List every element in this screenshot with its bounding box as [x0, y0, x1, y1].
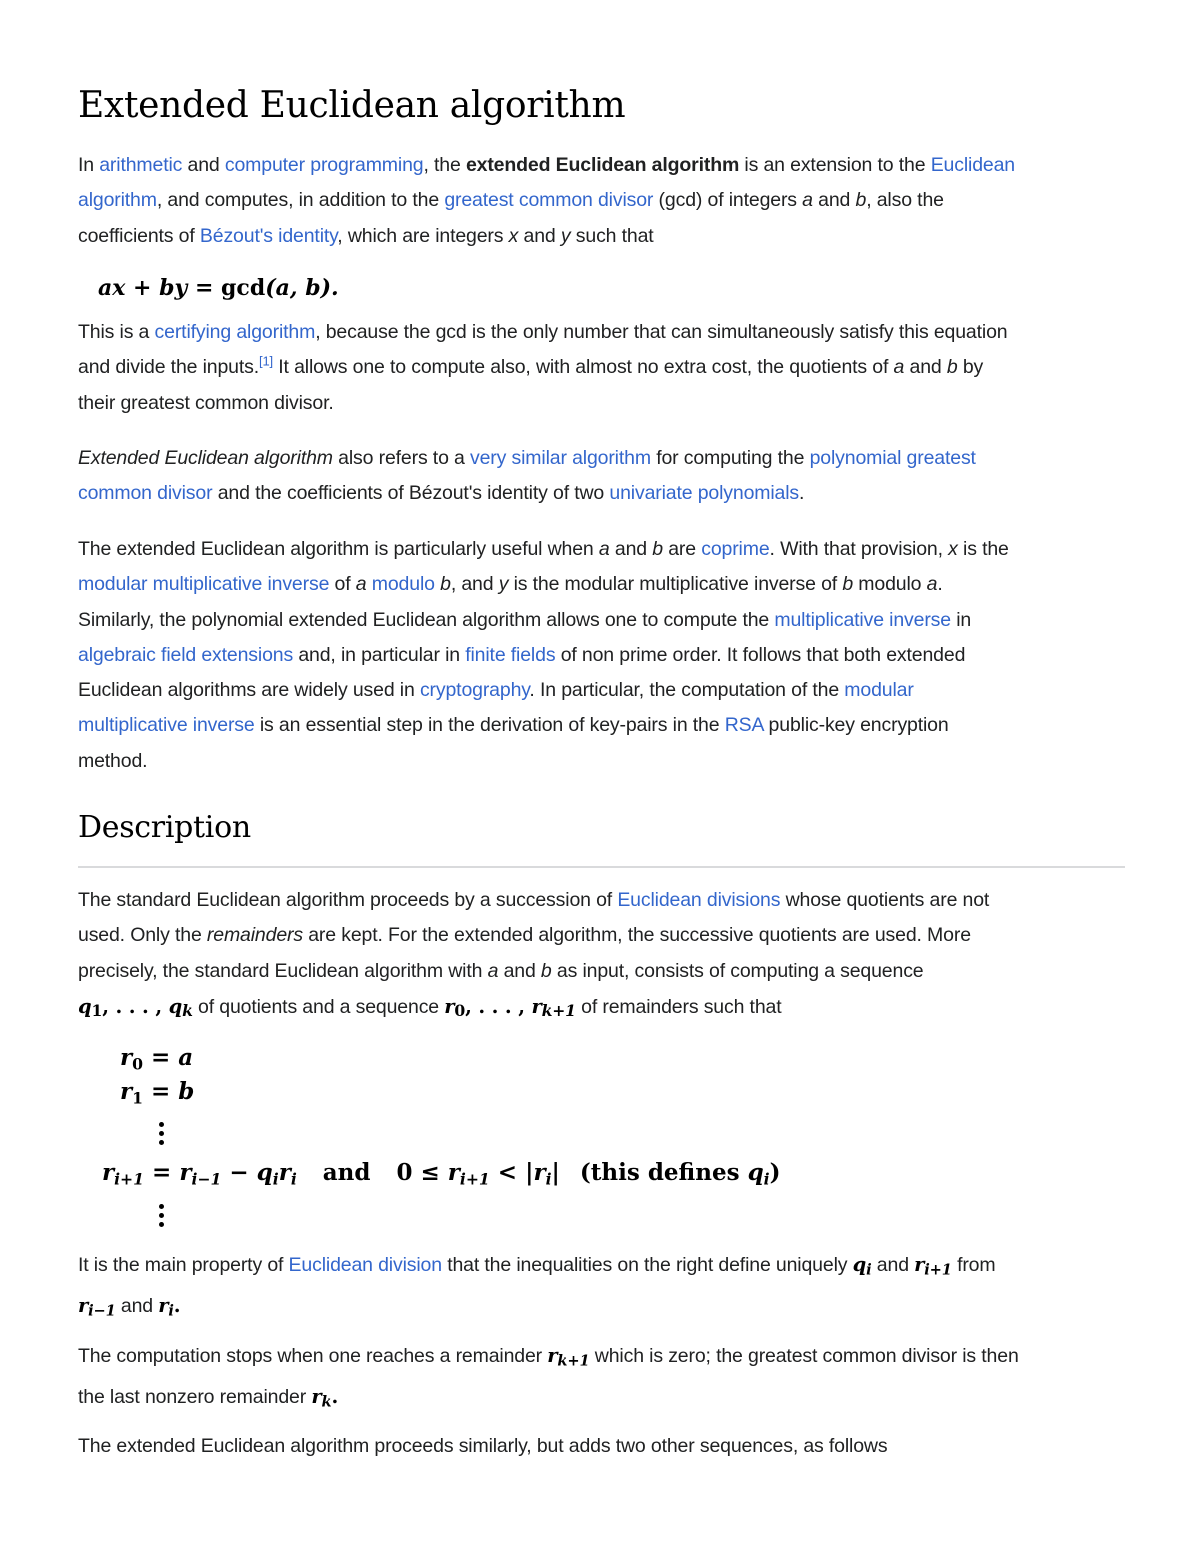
- link-euclidean-divisions[interactable]: Euclidean divisions: [617, 889, 781, 911]
- page-title: Extended Euclidean algorithm: [78, 85, 626, 126]
- polynomial-paragraph: Extended Euclidean algorithm also refers to a very similar algorithm for computing the polynomial greatest common divisor and the coefficients of Bézout's identity of two univariate polynomials.: [78, 447, 976, 505]
- link-polynomial-gcd[interactable]: polynomial greatest: [809, 447, 976, 469]
- link-modulo[interactable]: modulo: [371, 573, 435, 596]
- link-rsa[interactable]: RSA: [724, 714, 764, 737]
- equation-r0: $r_0 = a$: [120, 1044, 194, 1074]
- link-arithmetic[interactable]: arithmetic: [99, 154, 183, 176]
- equation-r1: $r_1 = b$: [120, 1078, 195, 1108]
- equation-recurrence: $r_{i+1} = r_{i-1} - q_ir_i$ and $0 \le r_{i+1} < |r_i|$ (this defines $q_i$): [102, 1159, 781, 1189]
- coprime-paragraph: The extended Euclidean algorithm is particularly useful when a and b are coprime. With that provision, x is the modular multiplicative inverse of a modulo b, and y is the modular multiplicative inverse of b modulo a. Similarly, the polynomial extended Euclidean algorithm allows one to compute the multiplicative inverse in algebraic field extensions and, in particular in finite fields of non prime order. It follows that both extended Euclidean algorithms are widely used in cryptography. In particular, the computation of the modular multiplicative inverse is an essential step in the derivation of key-pairs in the RSA public-key encryption method.: [78, 538, 1009, 772]
- link-modular-inverse[interactable]: modular: [844, 679, 914, 702]
- link-greatest-common-divisor[interactable]: greatest common divisor: [444, 189, 654, 212]
- certifying-paragraph: This is a certifying algorithm, because the gcd is the only number that can simultaneously satisfy this equation and divide the inputs.[1] It allows one to compute also, with almost no extra cost, the quotients of a and b by their greatest common divisor.: [78, 321, 1008, 414]
- link-modular-inverse-cont[interactable]: multiplicative inverse: [78, 714, 255, 737]
- stop-condition-paragraph: The computation stops when one reaches a remainder rk+1 which is zero; the greatest common divisor is then the last nonzero remainder rk.: [78, 1344, 1019, 1411]
- link-modular-multiplicative-inverse[interactable]: modular multiplicative inverse: [78, 573, 330, 596]
- description-paragraph: The standard Euclidean algorithm proceeds by a succession of Euclidean divisions whose quotients are not used. Only the remainders are kept. For the extended algorithm, the successive quotients are used. More precisely, the standard Euclidean algorithm with a and b as input, consists of computing a sequence q1, . . . , qk of quotients and a sequence r0, . . . , rk+1 of remainders such that: [78, 889, 990, 1020]
- link-multiplicative-inverse[interactable]: multiplicative inverse: [774, 608, 951, 631]
- intro-line-2: algorithm, and computes, in addition to the greatest common divisor (gcd) of integers a and b, also the: [78, 189, 944, 212]
- section-heading-description: Description: [78, 810, 251, 845]
- link-polynomial-gcd-cont[interactable]: common divisor: [78, 482, 213, 505]
- link-euclidean-division[interactable]: Euclidean division: [288, 1254, 442, 1276]
- link-euclidean-algorithm-cont[interactable]: algorithm: [78, 189, 157, 212]
- link-algebraic-field-extensions[interactable]: algebraic field extensions: [78, 643, 294, 666]
- section-divider: [78, 866, 1125, 868]
- link-cryptography[interactable]: cryptography: [419, 679, 530, 702]
- vertical-dots-2: [159, 1204, 165, 1231]
- link-very-similar-algorithm[interactable]: very similar algorithm: [470, 447, 651, 469]
- link-computer-programming[interactable]: computer programming: [224, 154, 424, 176]
- bold-term: extended Euclidean algorithm: [465, 154, 740, 176]
- extended-sequences-paragraph: The extended Euclidean algorithm proceeds similarly, but adds two other sequences, as follows: [78, 1435, 888, 1457]
- link-bezout-identity[interactable]: Bézout's identity: [199, 224, 338, 247]
- euclidean-division-paragraph: It is the main property of Euclidean division that the inequalities on the right define uniquely qi and ri+1 from ri−1 and ri.: [78, 1253, 996, 1320]
- link-certifying-algorithm[interactable]: certifying algorithm: [154, 321, 316, 343]
- link-univariate-polynomials[interactable]: univariate polynomials: [609, 482, 800, 505]
- bezout-equation: ax + by = gcd(a, b).: [98, 275, 339, 301]
- reference-1[interactable]: [1]: [259, 353, 274, 369]
- link-coprime[interactable]: coprime: [701, 538, 770, 560]
- intro-line-1: In arithmetic and computer programming, the extended Euclidean algorithm is an extension to the Euclidean: [78, 154, 1015, 176]
- vertical-dots-1: [159, 1122, 165, 1149]
- link-finite-fields[interactable]: finite fields: [465, 643, 556, 666]
- link-euclidean-algorithm[interactable]: Euclidean: [930, 154, 1015, 176]
- intro-paragraph: [78, 148, 1128, 254]
- intro-line-3: coefficients of Bézout's identity, which are integers x and y such that: [78, 224, 654, 247]
